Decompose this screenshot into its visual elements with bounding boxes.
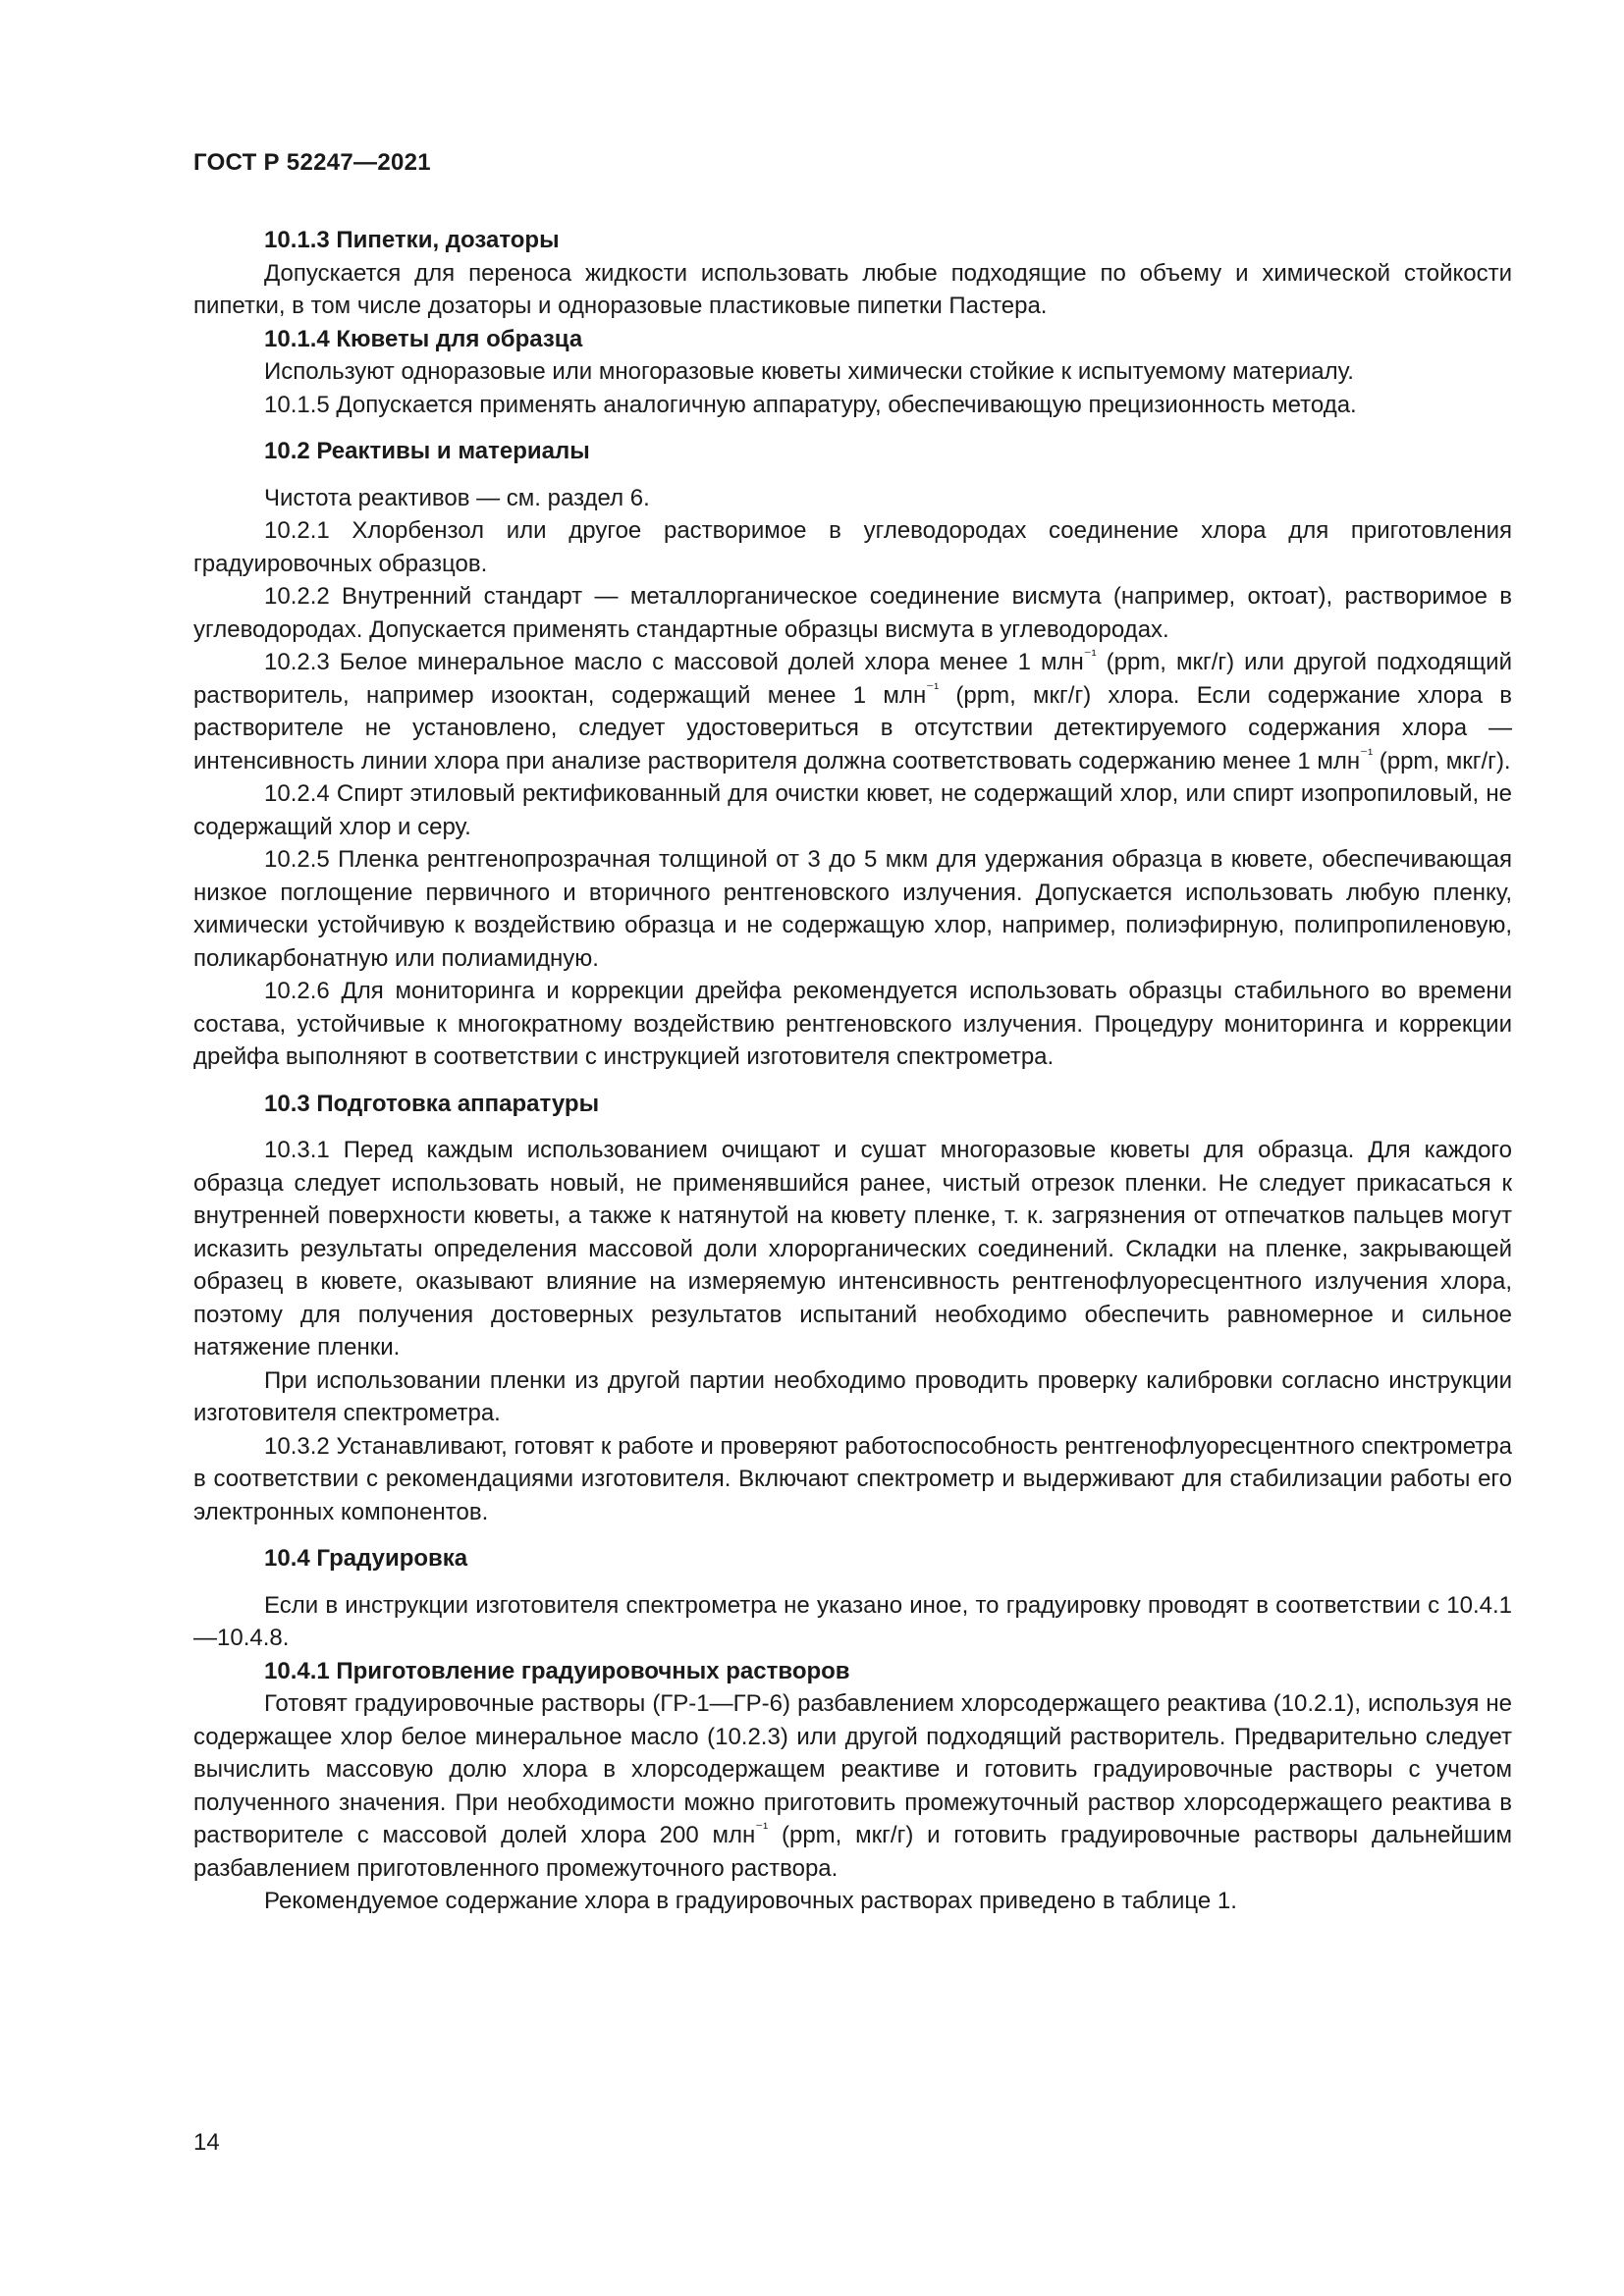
paragraph: 10.3.2 Устанавливают, готовят к работе и проверяют работоспособность рентгенофлуоресцентного спектрометра в соответствии с рекомендациями изготовителя. Включают спектрометр и выдерживают для стабилизации работы его электронных компонентов.	[193, 1432, 1512, 1525]
paragraph: Используют одноразовые или многоразовые кюветы химически стойкие к испытуемому материалу.	[264, 358, 1354, 385]
paragraph: 10.2.3 Белое минеральное масло с массовой долей хлора менее 1 млн$^{^{-1}}$ (ppm, мкг/г) или другой подходящий растворитель, например изооктан, содержащий менее 1 млн$^{^{-1}}$ (ppm, мкг/г) хлора. Если содержание хлора в растворителе не установлено, следует удостовериться в отсутствии детектируемого содержания хлора — интенсивность линии хлора при анализе растворителя должна соответствовать содержанию менее 1 млн$^{^{-1}}$ (ppm, мкг/г).	[193, 647, 1512, 774]
paragraph: При использовании пленки из другой партии необходимо проводить проверку калибровки согласно инструкции изготовителя спектрометра.	[193, 1366, 1512, 1426]
section-heading-10-4: 10.4 Градуировка	[264, 1545, 468, 1572]
document-header: ГОСТ Р 52247—2021	[193, 149, 431, 176]
paragraph: 10.2.2 Внутренний стандарт — металлорганическое соединение висмута (например, октоат), растворимое в углеводородах. Допускается применять стандартные образцы висмута в углеводородах.	[193, 583, 1512, 643]
paragraph: Рекомендуемое содержание хлора в градуировочных растворах приведено в таблице 1.	[264, 1888, 1237, 1914]
subsection-heading-10-4-1: 10.4.1 Приготовление градуировочных растворов	[264, 1657, 850, 1684]
paragraph: 10.2.5 Пленка рентгенопрозрачная толщиной от 3 до 5 мкм для удержания образца в кювете, обеспечивающая низкое поглощение первичного и вторичного рентгеновского излучения. Допускается использовать любую пленку, химически устойчивую к воздействию образца и не содержащую хлор, например, полиэфирную, полипропиленовую, поликарбонатную или полиамидную.	[193, 846, 1512, 972]
paragraph: 10.3.1 Перед каждым использованием очищают и сушат многоразовые кюветы для образца. Для каждого образца следует использовать новый, не применявшийся ранее, чистый отрезок пленки. Не следует прикасаться к внутренней поверхности кюветы, а также к натянутой на кювету пленке, т. к. загрязнения от отпечатков пальцев могут исказить результаты определения массовой доли хлорорганических соединений. Складки на пленке, закрывающей образец в кювете, оказывают влияние на измеряемую интенсивность рентгенофлуоресцентного излучения хлора, поэтому для получения достоверных результатов испытаний необходимо обеспечить равномерное и сильное натяжение пленки.	[193, 1137, 1512, 1361]
section-heading-10-2: 10.2 Реактивы и материалы	[264, 438, 590, 464]
subsection-heading-10-1-3: 10.1.3 Пипетки, дозаторы	[264, 227, 560, 253]
paragraph: 10.1.5 Допускается применять аналогичную аппаратуру, обеспечивающую прецизионность метода.	[264, 391, 1357, 418]
paragraph: Допускается для переноса жидкости использовать любые подходящие по объему и химической стойкости пипетки, в том числе дозаторы и одноразовые пластиковые пипетки Пастера.	[193, 259, 1512, 319]
paragraph: 10.2.4 Спирт этиловый ректификованный для очистки кювет, не содержащий хлор, или спирт изопропиловый, не содержащий хлор и серу.	[193, 780, 1512, 840]
paragraph: 10.2.6 Для мониторинга и коррекции дрейфа рекомендуется использовать образцы стабильного во времени состава, устойчивые к многократному воздействию рентгеновского излучения. Процедуру мониторинга и коррекции дрейфа выполняют в соответствии с инструкцией изготовителя спектрометра.	[193, 978, 1512, 1070]
page-number: 14	[193, 2129, 220, 2156]
subsection-heading-10-1-4: 10.1.4 Кюветы для образца	[264, 325, 583, 352]
paragraph: Если в инструкции изготовителя спектрометра не указано иное, то градуировку проводят в соответствии с 10.4.1—10.4.8.	[193, 1591, 1512, 1651]
paragraph: 10.2.1 Хлорбензол или другое растворимое в углеводородах соединение хлора для приготовления градуировочных образцов.	[193, 517, 1512, 577]
document-body	[193, 224, 1512, 1918]
section-heading-10-3: 10.3 Подготовка аппаратуры	[264, 1090, 600, 1117]
paragraph: Готовят градуировочные растворы (ГР-1—ГР-6) разбавлением хлорсодержащего реактива (10.2.1), используя не содержащее хлор белое минеральное масло (10.2.3) или другой подходящий растворитель. Предварительно следует вычислить массовую долю хлора в хлорсодержащем реактиве и готовить градуировочные растворы с учетом полученного значения. При необходимости можно приготовить промежуточный раствор хлорсодержащего реактива в растворителе с массовой долей хлора 200 млн$^{^{-1}}$ (ppm, мкг/г) и готовить градуировочные растворы дальнейшим разбавлением приготовленного промежуточного раствора.	[193, 1690, 1512, 1882]
paragraph: Чистота реактивов — см. раздел 6.	[264, 484, 650, 511]
